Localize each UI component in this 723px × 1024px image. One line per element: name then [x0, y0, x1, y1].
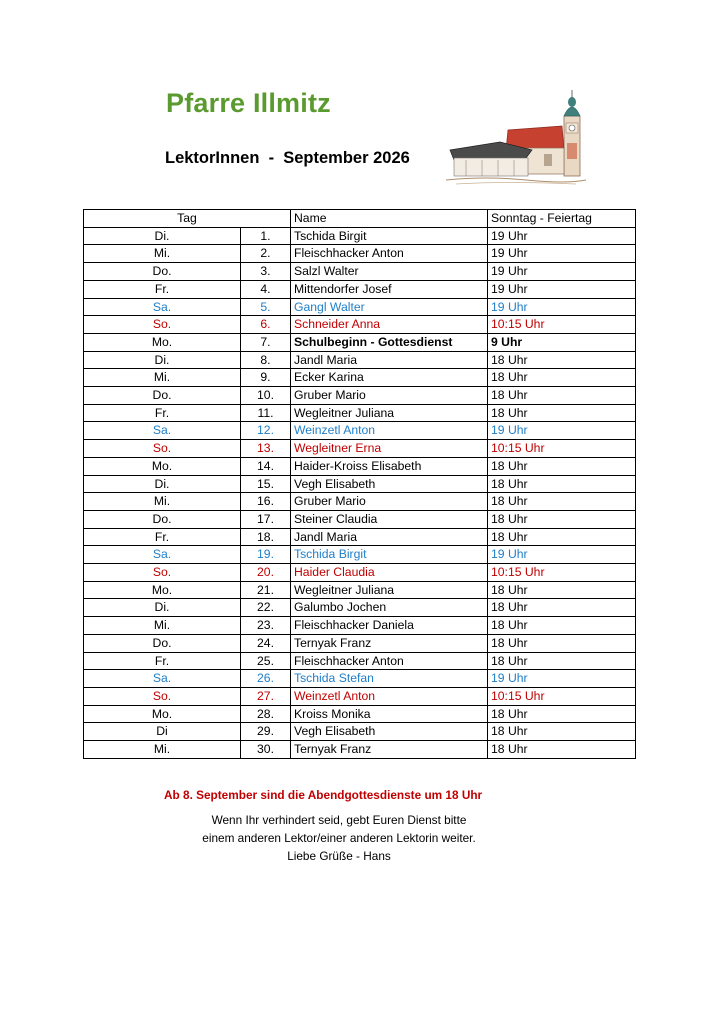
- message-line-1: Wenn Ihr verhindert seid, gebt Euren Dienst bitte: [211, 813, 467, 827]
- name-cell: Tschida Stefan: [291, 670, 488, 688]
- time-cell: 18 Uhr: [488, 351, 636, 369]
- date-cell: 13.: [241, 440, 291, 458]
- date-cell: 12.: [241, 422, 291, 440]
- time-cell: 19 Uhr: [488, 227, 636, 245]
- table-row: [84, 227, 636, 245]
- day-cell: Mi.: [84, 245, 241, 263]
- name-cell: Gangl Walter: [291, 298, 488, 316]
- day-cell: Fr.: [84, 652, 241, 670]
- name-cell: Jandl Maria: [291, 528, 488, 546]
- name-cell: Fleischhacker Anton: [291, 245, 488, 263]
- day-cell: Fr.: [84, 404, 241, 422]
- date-cell: 16.: [241, 493, 291, 511]
- table-row: [84, 528, 636, 546]
- table-header-row: [84, 210, 636, 228]
- day-cell: Fr.: [84, 280, 241, 298]
- day-cell: So.: [84, 316, 241, 334]
- date-cell: 15.: [241, 475, 291, 493]
- date-cell: 25.: [241, 652, 291, 670]
- name-cell: Ternyak Franz: [291, 741, 488, 759]
- table-row: [84, 440, 636, 458]
- name-cell: Wegleitner Juliana: [291, 404, 488, 422]
- time-cell: 18 Uhr: [488, 705, 636, 723]
- date-cell: 18.: [241, 528, 291, 546]
- time-cell: 18 Uhr: [488, 404, 636, 422]
- table-row: [84, 510, 636, 528]
- table-row: [84, 245, 636, 263]
- name-cell: Ternyak Franz: [291, 634, 488, 652]
- table-row: [84, 457, 636, 475]
- date-cell: 7.: [241, 333, 291, 351]
- time-cell: 18 Uhr: [488, 528, 636, 546]
- date-cell: 3.: [241, 263, 291, 281]
- date-cell: 10.: [241, 387, 291, 405]
- date-cell: 2.: [241, 245, 291, 263]
- name-cell: Schneider Anna: [291, 316, 488, 334]
- time-cell: 19 Uhr: [488, 263, 636, 281]
- date-cell: 27.: [241, 687, 291, 705]
- day-cell: So.: [84, 687, 241, 705]
- time-cell: 10:15 Uhr: [488, 316, 636, 334]
- time-cell: 18 Uhr: [488, 475, 636, 493]
- day-cell: Di.: [84, 351, 241, 369]
- schedule-table: [83, 209, 636, 759]
- day-cell: Mo.: [84, 705, 241, 723]
- name-cell: Wegleitner Juliana: [291, 581, 488, 599]
- table-row: [84, 263, 636, 281]
- day-cell: Do.: [84, 263, 241, 281]
- day-cell: Mi.: [84, 493, 241, 511]
- date-cell: 8.: [241, 351, 291, 369]
- table-row: [84, 599, 636, 617]
- time-cell: 18 Uhr: [488, 723, 636, 741]
- time-cell: 10:15 Uhr: [488, 564, 636, 582]
- table-row: [84, 741, 636, 759]
- name-cell: Haider-Kroiss Elisabeth: [291, 457, 488, 475]
- name-cell: Wegleitner Erna: [291, 440, 488, 458]
- table-row: [84, 493, 636, 511]
- time-cell: 18 Uhr: [488, 652, 636, 670]
- header-time: Sonntag - Feiertag: [488, 210, 636, 228]
- name-cell: Gruber Mario: [291, 387, 488, 405]
- table-row: [84, 333, 636, 351]
- date-cell: 5.: [241, 298, 291, 316]
- day-cell: So.: [84, 564, 241, 582]
- name-cell: Schulbeginn - Gottesdienst: [291, 333, 488, 351]
- date-cell: 6.: [241, 316, 291, 334]
- day-cell: Di: [84, 723, 241, 741]
- day-cell: Di.: [84, 599, 241, 617]
- time-cell: 18 Uhr: [488, 741, 636, 759]
- day-cell: Mo.: [84, 581, 241, 599]
- day-cell: Sa.: [84, 546, 241, 564]
- time-cell: 18 Uhr: [488, 493, 636, 511]
- name-cell: Kroiss Monika: [291, 705, 488, 723]
- day-cell: Fr.: [84, 528, 241, 546]
- date-cell: 28.: [241, 705, 291, 723]
- header-name: Name: [291, 210, 488, 228]
- date-cell: 17.: [241, 510, 291, 528]
- date-cell: 1.: [241, 227, 291, 245]
- time-cell: 18 Uhr: [488, 599, 636, 617]
- name-cell: Weinzetl Anton: [291, 687, 488, 705]
- table-row: [84, 298, 636, 316]
- day-cell: Di.: [84, 227, 241, 245]
- name-cell: Fleischhacker Anton: [291, 652, 488, 670]
- table-row: [84, 687, 636, 705]
- table-row: [84, 280, 636, 298]
- time-cell: 18 Uhr: [488, 510, 636, 528]
- page-title: Pfarre Illmitz: [166, 88, 331, 118]
- table-row: [84, 581, 636, 599]
- name-cell: Fleischhacker Daniela: [291, 617, 488, 635]
- table-row: [84, 387, 636, 405]
- day-cell: Sa.: [84, 422, 241, 440]
- time-cell: 9 Uhr: [488, 333, 636, 351]
- time-cell: 19 Uhr: [488, 422, 636, 440]
- table-row: [84, 723, 636, 741]
- date-cell: 11.: [241, 404, 291, 422]
- date-cell: 4.: [241, 280, 291, 298]
- date-cell: 14.: [241, 457, 291, 475]
- day-cell: So.: [84, 440, 241, 458]
- time-cell: 19 Uhr: [488, 298, 636, 316]
- table-row: [84, 404, 636, 422]
- name-cell: Vegh Elisabeth: [291, 723, 488, 741]
- day-cell: Mo.: [84, 333, 241, 351]
- header-day: Tag: [84, 210, 291, 228]
- table-row: [84, 316, 636, 334]
- date-cell: 22.: [241, 599, 291, 617]
- time-cell: 19 Uhr: [488, 546, 636, 564]
- name-cell: Galumbo Jochen: [291, 599, 488, 617]
- name-cell: Jandl Maria: [291, 351, 488, 369]
- table-row: [84, 652, 636, 670]
- date-cell: 29.: [241, 723, 291, 741]
- table-row: [84, 617, 636, 635]
- date-cell: 9.: [241, 369, 291, 387]
- day-cell: Di.: [84, 475, 241, 493]
- service-time-note: Ab 8. September sind die Abendgottesdienste um 18 Uhr: [164, 788, 483, 802]
- date-cell: 21.: [241, 581, 291, 599]
- day-cell: Mi.: [84, 369, 241, 387]
- day-cell: Mi.: [84, 617, 241, 635]
- day-cell: Sa.: [84, 670, 241, 688]
- name-cell: Gruber Mario: [291, 493, 488, 511]
- date-cell: 20.: [241, 564, 291, 582]
- name-cell: Weinzetl Anton: [291, 422, 488, 440]
- time-cell: 18 Uhr: [488, 387, 636, 405]
- message-greeting: Liebe Grüße - Hans: [287, 849, 391, 863]
- table-row: [84, 475, 636, 493]
- name-cell: Mittendorfer Josef: [291, 280, 488, 298]
- name-cell: Steiner Claudia: [291, 510, 488, 528]
- time-cell: 19 Uhr: [488, 245, 636, 263]
- name-cell: Salzl Walter: [291, 263, 488, 281]
- page-subtitle: LektorInnen - September 2026: [165, 149, 410, 167]
- table-row: [84, 634, 636, 652]
- time-cell: 18 Uhr: [488, 457, 636, 475]
- day-cell: Sa.: [84, 298, 241, 316]
- name-cell: Haider Claudia: [291, 564, 488, 582]
- name-cell: Vegh Elisabeth: [291, 475, 488, 493]
- date-cell: 30.: [241, 741, 291, 759]
- date-cell: 23.: [241, 617, 291, 635]
- time-cell: 18 Uhr: [488, 581, 636, 599]
- message-line-2: einem anderen Lektor/einer anderen Lektorin weiter.: [202, 831, 476, 845]
- table-row: [84, 564, 636, 582]
- time-cell: 18 Uhr: [488, 634, 636, 652]
- day-cell: Mi.: [84, 741, 241, 759]
- date-cell: 24.: [241, 634, 291, 652]
- time-cell: 10:15 Uhr: [488, 687, 636, 705]
- time-cell: 19 Uhr: [488, 280, 636, 298]
- name-cell: Tschida Birgit: [291, 227, 488, 245]
- time-cell: 18 Uhr: [488, 617, 636, 635]
- table-row: [84, 670, 636, 688]
- table-row: [84, 705, 636, 723]
- day-cell: Do.: [84, 634, 241, 652]
- time-cell: 18 Uhr: [488, 369, 636, 387]
- church-drawing-icon: [446, 88, 586, 188]
- table-row: [84, 422, 636, 440]
- time-cell: 10:15 Uhr: [488, 440, 636, 458]
- name-cell: Tschida Birgit: [291, 546, 488, 564]
- table-row: [84, 369, 636, 387]
- name-cell: Ecker Karina: [291, 369, 488, 387]
- date-cell: 26.: [241, 670, 291, 688]
- day-cell: Do.: [84, 510, 241, 528]
- time-cell: 19 Uhr: [488, 670, 636, 688]
- date-cell: 19.: [241, 546, 291, 564]
- table-row: [84, 546, 636, 564]
- table-row: [84, 351, 636, 369]
- day-cell: Mo.: [84, 457, 241, 475]
- day-cell: Do.: [84, 387, 241, 405]
